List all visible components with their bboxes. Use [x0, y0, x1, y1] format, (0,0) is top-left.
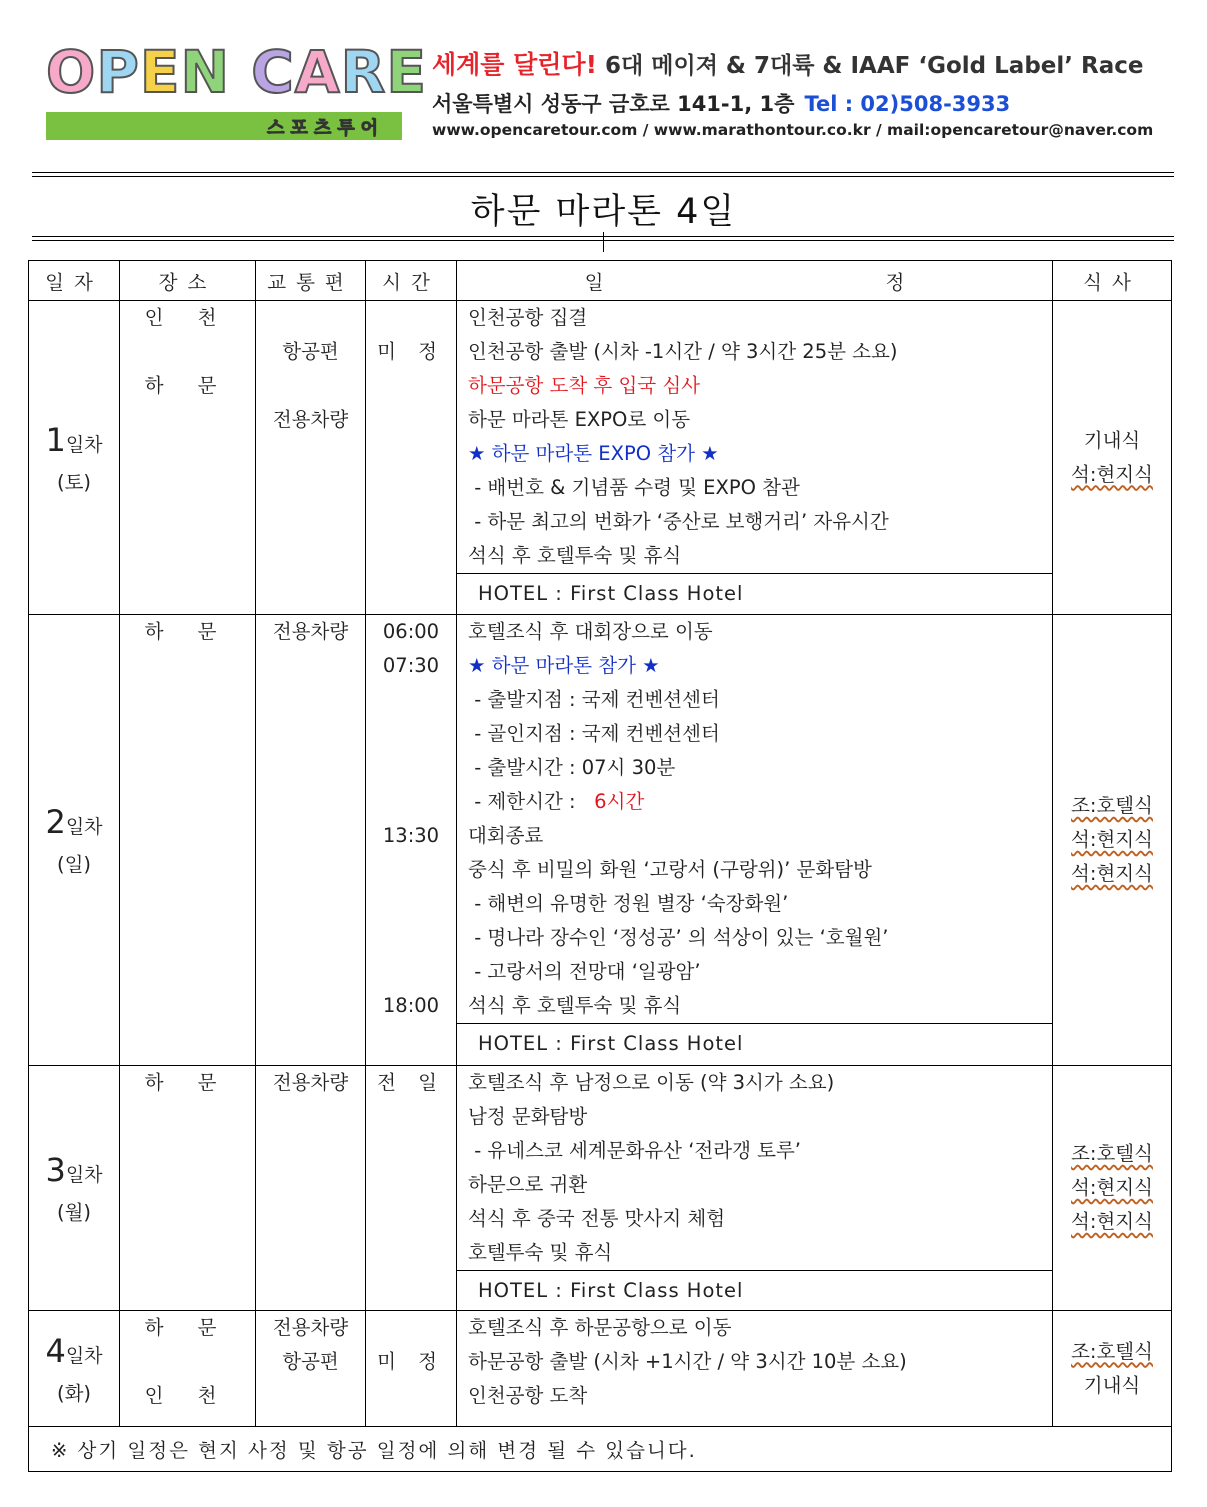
meal-cell [1053, 1066, 1172, 1311]
day-unit: 일차 [65, 1344, 103, 1367]
schedule-line: 대회종료 [468, 824, 544, 847]
meal: 기내식 [1083, 1373, 1141, 1397]
weekday: (일) [56, 853, 92, 876]
divider-tick [603, 232, 604, 252]
time: 07:30 [382, 654, 440, 677]
header-time: 시간 [366, 261, 457, 301]
day-number: 1 [45, 420, 66, 459]
schedule-line: 인천공항 도착 [468, 1384, 588, 1407]
schedule-line-highlight: ★ 하문 마라톤 EXPO 참가 ★ [468, 442, 719, 465]
table-note-row [29, 1427, 1172, 1472]
weekday: (화) [56, 1381, 92, 1405]
place-cell [120, 1311, 256, 1427]
schedule-line: - 유네스코 세계문화유산 ‘전라갱 토루’ [468, 1139, 801, 1162]
schedule-line: - 하문 최고의 번화가 ‘중산로 보행거리’ 자유시간 [468, 510, 889, 533]
schedule-cell [457, 301, 1053, 615]
meal: 석:현지식 [1071, 862, 1153, 885]
contact-line [432, 88, 1010, 118]
hotel-info: HOTEL : First Class Hotel [457, 1270, 1052, 1310]
meal: 조:호텔식 [1071, 1142, 1153, 1165]
schedule-line: 하문공항 도착 후 입국 심사 [468, 374, 701, 397]
divider [32, 176, 1174, 177]
meal: 석:현지식 [1071, 1210, 1153, 1233]
schedule-line-highlight: ★ 하문 마라톤 참가 ★ [468, 654, 660, 677]
day-cell [29, 1066, 120, 1311]
weekday: (월) [56, 1201, 92, 1224]
schedule-line [468, 785, 1052, 819]
slogan-text: 6대 메이져 & 7대륙 & IAAF ‘Gold Label’ Race [597, 53, 1144, 79]
meal: 석:현지식 [1071, 462, 1153, 486]
place: 하 문 [144, 1071, 231, 1094]
time [366, 1311, 456, 1345]
header-day: 일자 [29, 261, 120, 301]
schedule-line: - 명나라 장수인 ‘정성공’ 의 석상이 있는 ‘호월원’ [468, 926, 889, 949]
schedule-line: 하문으로 귀환 [468, 1173, 588, 1196]
place [120, 335, 255, 369]
header-meal: 식사 [1053, 261, 1172, 301]
telephone: Tel : 02)508-3933 [804, 92, 1011, 116]
table-row [29, 615, 1172, 1066]
limit-label: - 제한시간 : [468, 790, 582, 813]
logo-wordmark: OPEN CARE [46, 38, 427, 106]
time: 전 일 [377, 1071, 445, 1094]
time-cell [366, 615, 457, 1066]
transport [256, 369, 365, 403]
meal-cell [1053, 615, 1172, 1066]
schedule-line: 호텔조식 후 남정으로 이동 (약 3시가 소요) [468, 1071, 835, 1094]
transport-cell [256, 1066, 366, 1311]
limit-value: 6시간 [594, 790, 645, 813]
meal: 석:현지식 [1071, 1176, 1153, 1199]
hotel-info: HOTEL : First Class Hotel [457, 1023, 1052, 1063]
table-row [29, 1066, 1172, 1311]
web-links: www.opencaretour.com / www.marathontour.co.kr / mail:opencaretour@naver.com [432, 121, 1154, 139]
divider [32, 172, 1174, 173]
meal: 석:현지식 [1071, 828, 1153, 851]
schedule-line: 인천공항 집결 [468, 306, 588, 329]
transport: 전용차량 [272, 408, 349, 431]
transport: 항공편 [282, 340, 339, 363]
place: 인 천 [144, 306, 231, 329]
day-number: 2 [45, 803, 66, 841]
day-cell [29, 1311, 120, 1427]
place-cell [120, 1066, 256, 1311]
time: 미 정 [377, 1350, 445, 1373]
meal-cell [1053, 301, 1172, 615]
transport [256, 301, 365, 335]
place: 인 천 [144, 1384, 231, 1407]
schedule-line: 석식 후 호텔투숙 및 휴식 [468, 994, 682, 1017]
day-number: 3 [45, 1151, 66, 1189]
header-schedule: 일 정 [457, 261, 1053, 301]
schedule-line: 호텔투숙 및 휴식 [468, 1241, 613, 1264]
day-unit: 일차 [65, 1164, 103, 1186]
header-place: 장소 [120, 261, 256, 301]
meal: 조:호텔식 [1071, 1339, 1153, 1363]
opencare-logo [46, 38, 427, 142]
time-cell [366, 1311, 457, 1427]
transport: 전용차량 [272, 620, 349, 643]
schedule-line: 하문 마라톤 EXPO로 이동 [468, 408, 691, 431]
address: 서울특별시 성동구 금호로 141-1, 1층 [432, 92, 795, 116]
day-unit: 일차 [65, 433, 103, 456]
day-cell [29, 301, 120, 615]
transport: 전용차량 [272, 1316, 349, 1339]
schedule-line: 인천공항 출발 (시차 -1시간 / 약 3시간 25분 소요) [468, 340, 898, 363]
schedule-line: - 골인지점 : 국제 컨벤션센터 [468, 722, 720, 745]
schedule-cell [457, 615, 1053, 1066]
place: 하 문 [144, 374, 231, 397]
place [120, 1345, 255, 1379]
schedule-line: - 출발시간 : 07시 30분 [468, 756, 676, 779]
hotel-info: HOTEL : First Class Hotel [457, 573, 1052, 613]
time-cell [366, 301, 457, 615]
day-number: 4 [45, 1331, 66, 1370]
schedule-line: - 배번호 & 기념품 수령 및 EXPO 참관 [468, 476, 800, 499]
transport-cell [256, 615, 366, 1066]
schedule-line: - 고랑서의 전망대 ‘일광암’ [468, 960, 701, 983]
time: 18:00 [382, 994, 440, 1017]
meal: 기내식 [1083, 428, 1141, 452]
schedule-line: 호텔조식 후 하문공항으로 이동 [468, 1316, 732, 1339]
schedule-line: 중식 후 비밀의 화원 ‘고랑서 (구랑위)’ 문화탐방 [468, 858, 872, 881]
schedule-cell [457, 1311, 1053, 1427]
table-row [29, 1311, 1172, 1427]
schedule-line: 하문공항 출발 (시차 +1시간 / 약 3시간 10분 소요) [468, 1350, 907, 1373]
time [366, 301, 456, 335]
meal-cell [1053, 1311, 1172, 1427]
schedule-line: - 출발지점 : 국제 컨벤션센터 [468, 688, 720, 711]
document-title: 하문 마라톤 4일 [470, 192, 737, 232]
transport: 전용차량 [272, 1071, 349, 1094]
transport: 항공편 [282, 1350, 339, 1373]
schedule-cell [457, 1066, 1053, 1311]
table-header-row [29, 261, 1172, 301]
header-transport: 교통편 [256, 261, 366, 301]
disclaimer-note: ※ 상기 일정은 현지 사정 및 항공 일정에 의해 변경 될 수 있습니다. [29, 1427, 1172, 1472]
logo-subtitle: 스포츠투어 [267, 118, 384, 139]
schedule-line: - 해변의 유명한 정원 별장 ‘숙장화원’ [468, 892, 789, 915]
slogan-highlight: 세계를 달린다! [432, 50, 598, 79]
place-cell [120, 301, 256, 615]
time: 미 정 [377, 340, 445, 363]
schedule-line: 석식 후 중국 전통 맛사지 체험 [468, 1207, 726, 1230]
time-cell [366, 1066, 457, 1311]
itinerary-table [28, 260, 1172, 1472]
place: 하 문 [144, 1316, 231, 1339]
schedule-line: 석식 후 호텔투숙 및 휴식 [468, 544, 682, 567]
slogan [432, 45, 1143, 81]
schedule-line: 호텔조식 후 대회장으로 이동 [468, 620, 713, 643]
time: 13:30 [382, 824, 440, 847]
schedule-line: 남정 문화탐방 [468, 1105, 588, 1128]
table-row [29, 301, 1172, 615]
meal: 조:호텔식 [1071, 794, 1153, 817]
day-cell [29, 615, 120, 1066]
time: 06:00 [382, 620, 440, 643]
place-cell [120, 615, 256, 1066]
transport-cell [256, 1311, 366, 1427]
transport-cell [256, 301, 366, 615]
place: 하 문 [144, 620, 231, 643]
day-unit: 일차 [65, 816, 103, 838]
weekday: (토) [56, 470, 92, 494]
